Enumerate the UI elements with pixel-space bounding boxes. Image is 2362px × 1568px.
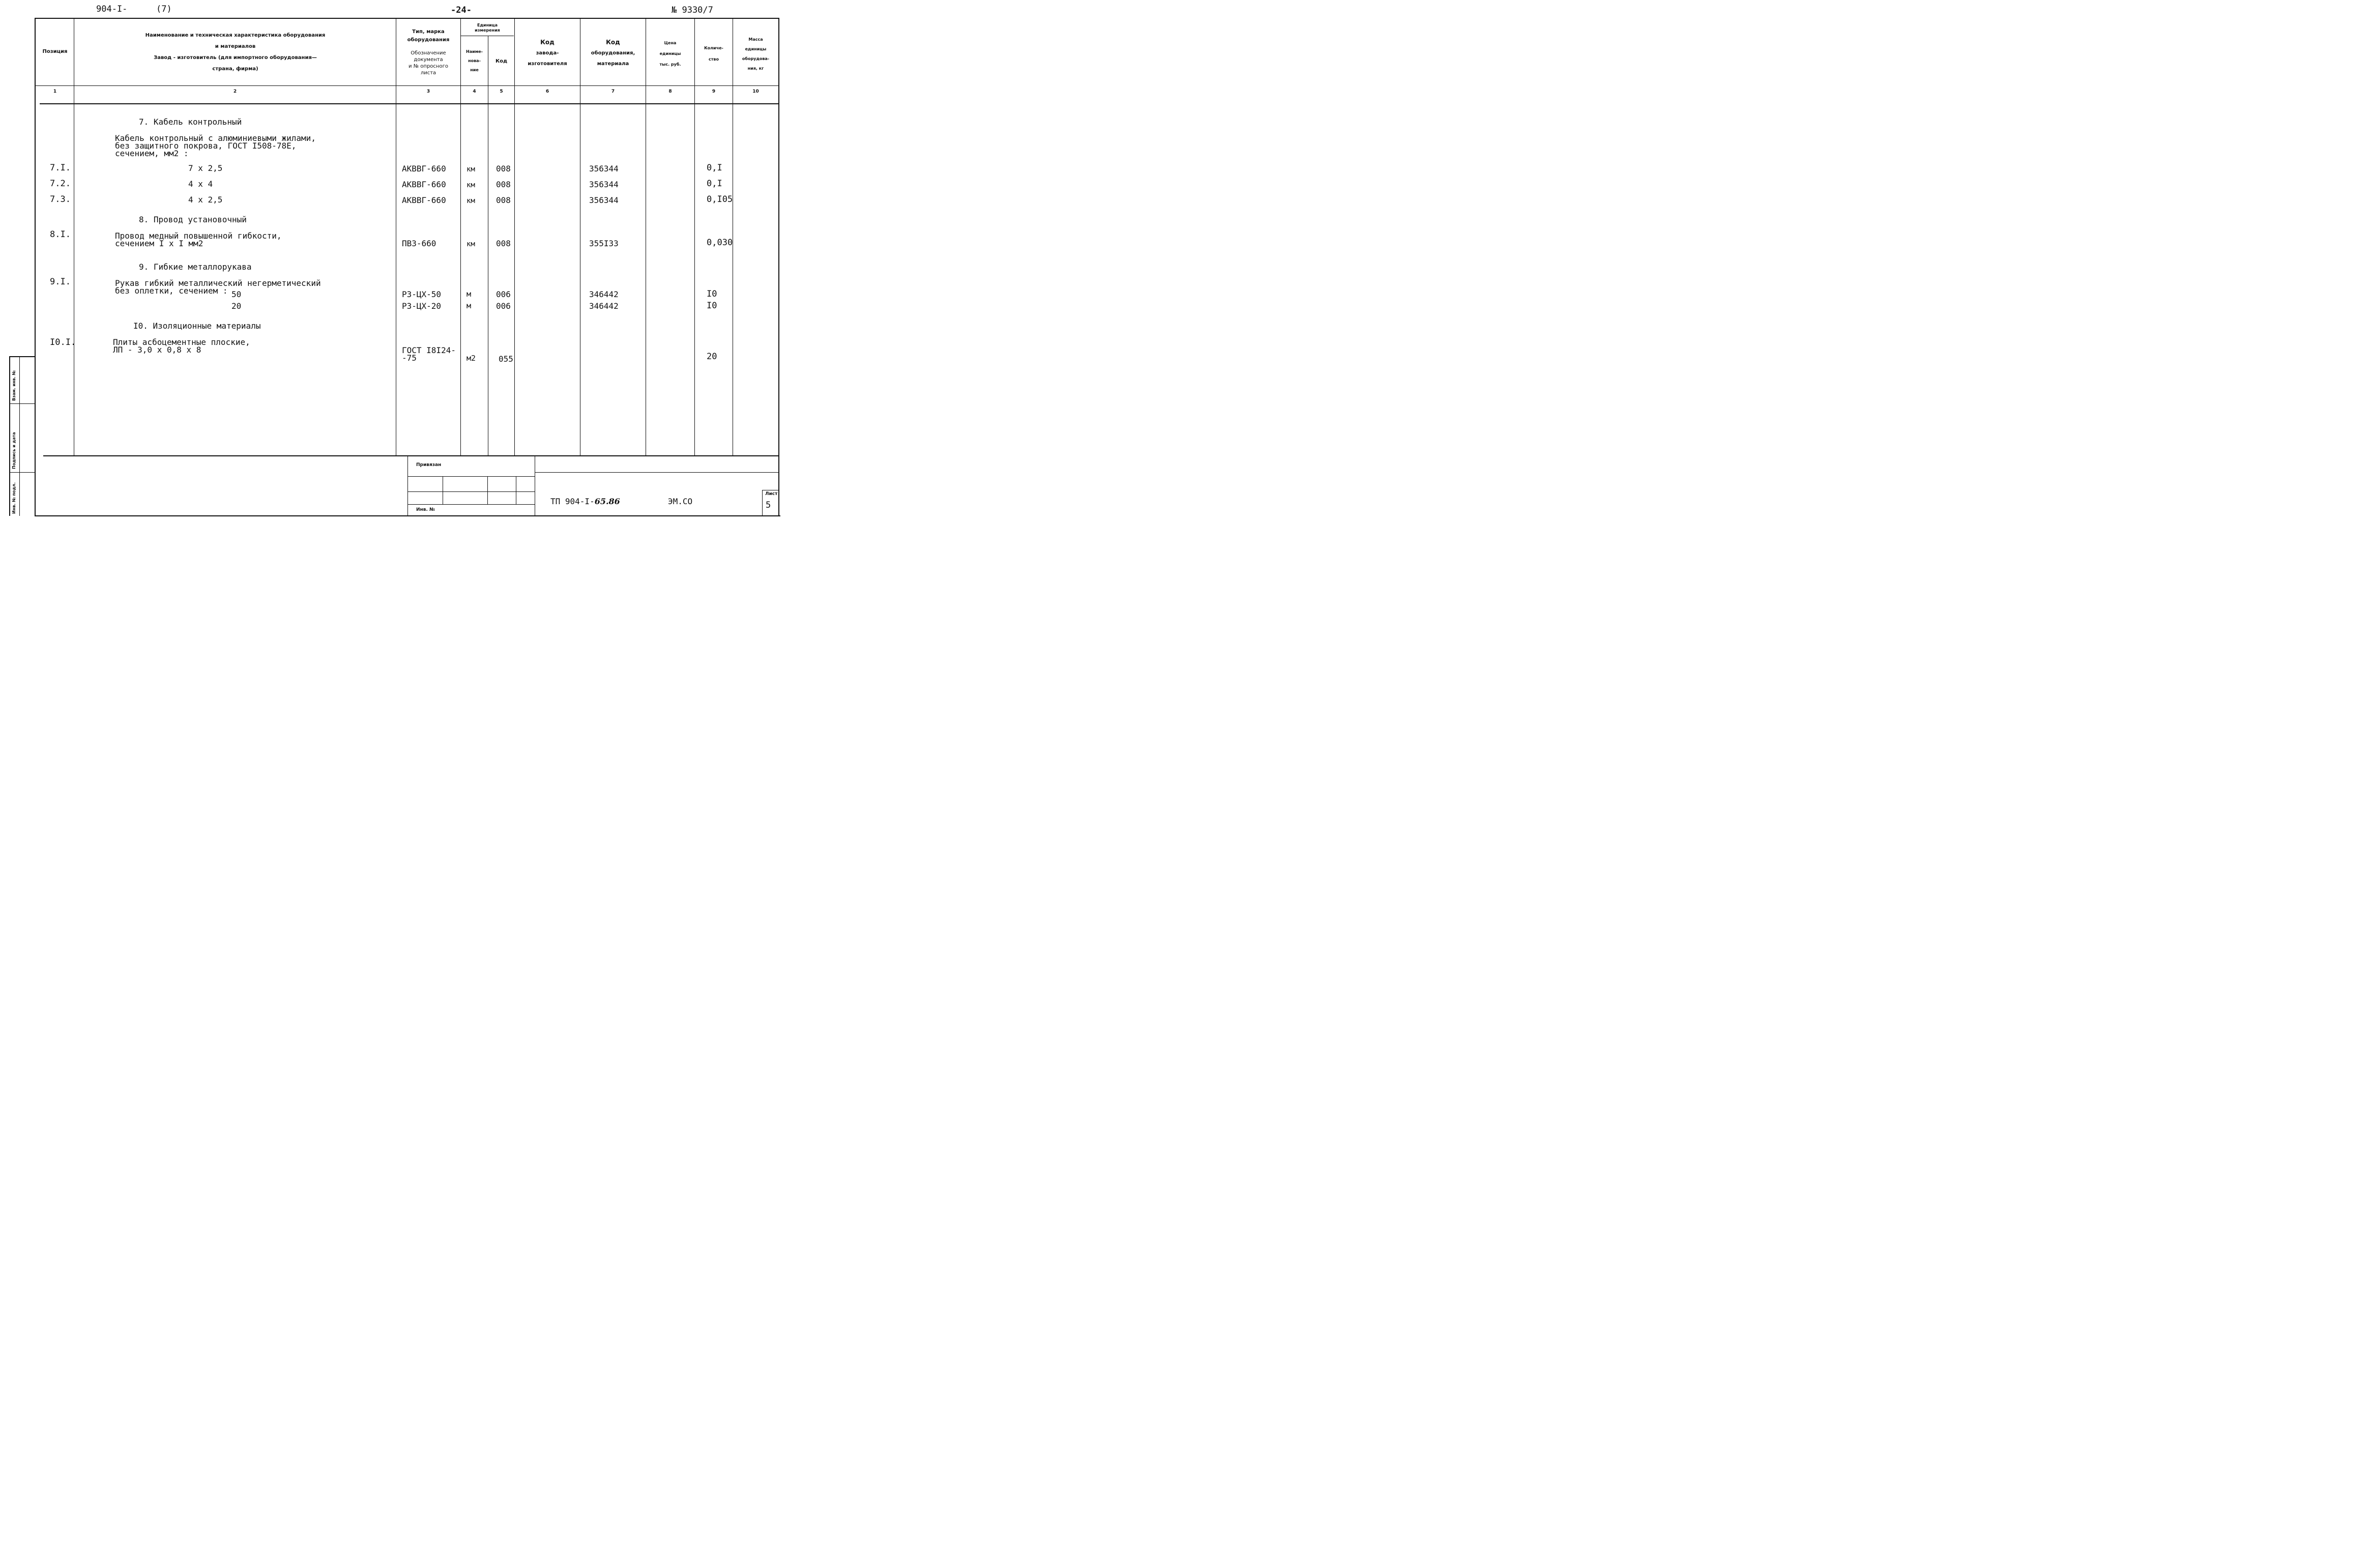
name-cell-line1: Рукав гибкий металлический негерметический <box>115 278 321 288</box>
stamp-inventory-label: Инв. № <box>416 507 435 512</box>
side-label-signature-date: Подпись и дата <box>12 432 16 469</box>
size-cell: 20 <box>231 301 242 311</box>
type-cell: РЗ-ЦХ-50 <box>402 289 442 299</box>
position-cell: 8.I. <box>50 229 71 240</box>
material-code-cell: 346442 <box>589 301 619 311</box>
header-material-code-line2: оборудования, <box>591 50 635 56</box>
header-mass-line1: Масса <box>748 37 763 42</box>
header-type-line5: и № опросного <box>409 64 448 69</box>
header-price-line2: единицы <box>659 51 681 56</box>
sheet-label: Лист <box>765 491 778 497</box>
type-cell-line2: -75 <box>402 353 417 363</box>
section-7-title: 7. Кабель контрольный <box>139 117 242 127</box>
header-quantity-line1: Количе- <box>704 46 723 50</box>
position-cell: 9.I. <box>50 277 71 287</box>
series-paren: (7) <box>156 4 172 14</box>
name-cell: 7 х 2,5 <box>188 163 223 173</box>
material-code-cell: 356344 <box>589 195 619 205</box>
size-cell: 50 <box>231 289 242 299</box>
header-name-line1: Наименование и техническая характеристика оборудования <box>145 33 326 38</box>
unit-cell: км <box>466 197 475 205</box>
header-price-line3: тыс. руб. <box>659 62 681 67</box>
section-9-title: 9. Гибкие металлорукава <box>139 262 252 272</box>
header-unit-name-line1: Наиме- <box>466 49 483 54</box>
unit-code-cell: 008 <box>496 239 511 248</box>
position-cell: I0.I. <box>50 337 76 347</box>
name-cell: 4 х 4 <box>188 179 213 189</box>
unit-code-cell: 006 <box>496 301 511 311</box>
header-quantity-line2: ство <box>709 57 719 62</box>
doc-code-printed: ТП 904-I- <box>550 497 595 506</box>
header-price-line1: Цена <box>664 41 677 45</box>
header-type-line3: Обозначение <box>411 50 446 56</box>
column-number-10: 10 <box>752 89 759 94</box>
unit-cell: км <box>466 240 475 248</box>
header-unit-name-line2: нова- <box>468 59 481 63</box>
column-number-8: 8 <box>668 89 672 94</box>
doc-mark: ЭМ.СО <box>668 497 693 506</box>
unit-code-cell: 008 <box>496 180 511 189</box>
series-code: 904-I- <box>96 4 128 14</box>
side-label-original-inv: Инв. № подл. <box>12 482 16 514</box>
header-mass-line2: единицы <box>745 47 767 51</box>
name-cell-line2: сечением I х I мм2 <box>115 239 203 248</box>
quantity-cell: I0 <box>707 289 717 299</box>
type-cell: АКВВГ-660 <box>402 195 446 205</box>
material-code-cell: 356344 <box>589 180 619 189</box>
quantity-cell: I0 <box>707 301 717 311</box>
column-number-6: 6 <box>545 89 549 94</box>
quantity-cell: 0,030 <box>707 238 733 248</box>
column-number-2: 2 <box>233 89 237 94</box>
page-number: -24- <box>451 5 472 15</box>
header-unit-line1: Единица <box>477 23 498 27</box>
unit-cell: км <box>466 165 475 173</box>
column-number-9: 9 <box>712 89 716 94</box>
header-type-line6: листа <box>420 70 436 76</box>
quantity-cell: 0,I <box>707 179 722 189</box>
material-code-cell: 356344 <box>589 164 619 173</box>
unit-code-cell: 055 <box>499 354 513 364</box>
name-cell-line1: Плиты асбоцементные плоские, <box>113 337 250 347</box>
position-cell: 7.3. <box>50 194 71 205</box>
unit-code-cell: 008 <box>496 164 511 173</box>
header-unit-line2: измерения <box>475 28 500 33</box>
name-cell-line2: ЛП - 3,0 х 0,8 х 8 <box>113 345 201 355</box>
type-cell: РЗ-ЦХ-20 <box>402 301 442 311</box>
type-cell: АКВВГ-660 <box>402 164 446 173</box>
unit-code-cell: 008 <box>496 195 511 205</box>
header-type-line4: документа <box>414 57 443 63</box>
header-type-line2: оборудования <box>407 37 450 43</box>
column-number-7: 7 <box>611 89 615 94</box>
sheet-number: 5 <box>766 500 771 510</box>
name-cell: 4 х 2,5 <box>188 195 223 205</box>
column-number-1: 1 <box>53 89 57 94</box>
doc-code <box>550 497 620 506</box>
section-7-desc-line3: сечением, мм2 : <box>115 149 189 158</box>
header-material-code-line3: материала <box>597 61 629 67</box>
column-number-5: 5 <box>500 89 503 94</box>
section-7-desc-line2: без защитного покрова, ГОСТ I508-78Е, <box>115 141 297 151</box>
section-10-title: I0. Изоляционные материалы <box>133 321 261 331</box>
header-factory-code-line1: Код <box>540 39 555 46</box>
name-cell-line2: без оплетки, сечением : <box>115 286 228 296</box>
header-position: Позиция <box>42 49 68 54</box>
header-unit-code: Код <box>495 59 508 64</box>
section-8-title: 8. Провод установочный <box>139 215 247 224</box>
unit-cell: м <box>466 289 472 299</box>
header-type-line1: Тип, марка <box>412 29 445 35</box>
header-mass-line4: ния, кг <box>747 66 764 71</box>
column-number-3: 3 <box>426 89 430 94</box>
material-code-cell: 346442 <box>589 289 619 299</box>
header-mass-line3: оборудова- <box>742 56 770 61</box>
type-cell: АКВВГ-660 <box>402 180 446 189</box>
name-cell-line1: Провод медный повышенной гибкости, <box>115 231 282 241</box>
quantity-cell: 20 <box>707 352 717 362</box>
document-number: № 9330/7 <box>672 5 713 15</box>
quantity-cell: 0,I <box>707 163 722 173</box>
position-cell: 7.2. <box>50 179 71 189</box>
header-name-line4: страна, фирма) <box>212 66 258 72</box>
header-unit-name-line3: ние <box>470 68 479 72</box>
side-label-replaced-inv: Взам. инв. № <box>12 370 16 401</box>
header-name-line2: и материалов <box>215 44 256 49</box>
unit-code-cell: 006 <box>496 289 511 299</box>
type-cell: ПВЗ-660 <box>402 239 436 248</box>
stamp-attached-label: Привязан <box>416 462 442 468</box>
header-name-line3: Завод - изготовитель (для импортного оборудования— <box>154 55 317 61</box>
header-factory-code-line2: завода- <box>536 50 559 56</box>
doc-code-handwritten: 65.86 <box>594 497 620 506</box>
material-code-cell: 355I33 <box>589 239 619 248</box>
header-factory-code-line3: изготовителя <box>528 61 567 67</box>
unit-cell: км <box>466 181 475 189</box>
quantity-cell: 0,I05 <box>707 194 733 205</box>
unit-cell: м2 <box>466 354 476 363</box>
type-cell-line1: ГОСТ I8I24- <box>402 345 456 355</box>
unit-cell: м <box>466 301 472 310</box>
header-material-code-line1: Код <box>606 39 620 46</box>
column-number-4: 4 <box>473 89 476 94</box>
position-cell: 7.I. <box>50 163 71 173</box>
section-7-desc-line1: Кабель контрольный с алюминиевыми жилами, <box>115 133 316 143</box>
